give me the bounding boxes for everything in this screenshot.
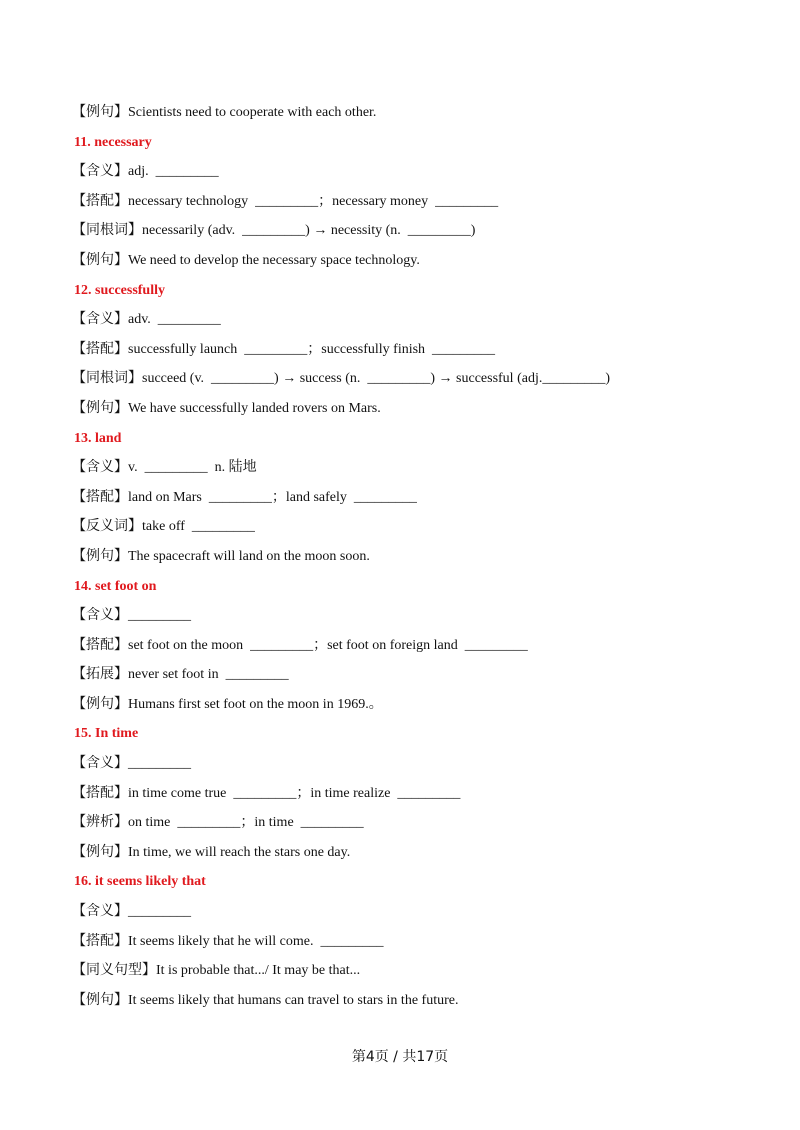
- entry-line: [74, 631, 754, 661]
- entry-line: [74, 364, 754, 394]
- entry-line: [74, 779, 754, 809]
- entry-line: [74, 986, 754, 1016]
- entry-tag: 【含义】: [72, 311, 128, 328]
- entry-text: v. _________ n. 陆地: [128, 460, 257, 476]
- entry-text: adj. _________: [128, 164, 219, 180]
- entry-tag: 【拓展】: [72, 666, 128, 683]
- entry-tag: 【例句】: [72, 695, 128, 712]
- entry-line: [74, 927, 754, 957]
- entry-tag: 【搭配】: [72, 932, 128, 949]
- entry-text: The spacecraft will land on the moon soon.: [128, 548, 370, 564]
- entry-line: [74, 157, 754, 187]
- vocab-heading: 11. necessary: [74, 134, 152, 150]
- vocab-heading: 13. land: [74, 430, 122, 446]
- entry-text: take off _________: [142, 519, 255, 535]
- entry-text: In time, we will reach the stars one day.: [128, 844, 351, 860]
- entry-text: Scientists need to cooperate with each other.: [128, 105, 377, 120]
- entry-text: never set foot in _________: [128, 667, 289, 683]
- entry-line: [74, 483, 754, 513]
- entry-text: _________: [128, 608, 191, 624]
- entry-tag: 【同义句型】: [72, 962, 156, 979]
- entry-line: [74, 187, 754, 217]
- entry-line: [74, 838, 754, 868]
- entry-tag: 【搭配】: [72, 784, 128, 801]
- entry-tag: 【搭配】: [72, 636, 128, 653]
- entry-text: It is probable that.../ It may be that...: [156, 963, 361, 979]
- entry-tag: 【含义】: [72, 459, 128, 476]
- vocab-heading: 15. In time: [74, 726, 139, 742]
- entry-tag: 【例句】: [72, 843, 128, 860]
- entry-text: necessary technology _________；necessary money _________: [128, 193, 499, 209]
- entry-line: [74, 394, 754, 424]
- entry-tag: 【例句】: [72, 399, 128, 416]
- entry-text: We need to develop the necessary space technology.: [128, 252, 420, 268]
- entry-text: _________: [128, 904, 191, 920]
- entry-line: [74, 956, 754, 986]
- entry-line: [74, 601, 754, 631]
- entry-text: successfully launch _________；successfully finish _________: [128, 341, 496, 357]
- entry-text: in time come true _________；in time realize _________: [128, 785, 461, 801]
- entry-line: [74, 98, 754, 128]
- entry-line: [74, 690, 754, 720]
- entry-tag: 【例句】: [72, 547, 128, 564]
- entry-text: adv. _________: [128, 312, 221, 328]
- entry-text: necessarily (adv. _________) → necessity (n. _________): [142, 223, 476, 239]
- entry-line: [74, 305, 754, 335]
- entry-text: set foot on the moon _________；set foot on foreign land _________: [128, 637, 528, 653]
- entry-line: [74, 542, 754, 572]
- entry-text: land on Mars _________；land safely _________: [128, 489, 417, 505]
- entry-text: on time _________；in time _________: [128, 815, 364, 831]
- vocab-heading: 12. successfully: [74, 282, 165, 298]
- entry-text: Humans first set foot on the moon in 1969.。: [128, 696, 383, 712]
- entry-tag: 【例句】: [72, 104, 128, 120]
- document-body: [74, 98, 754, 1015]
- entry-line: [74, 660, 754, 690]
- entry-tag: 【含义】: [72, 903, 128, 920]
- vocab-heading: 16. it seems likely that: [74, 874, 206, 890]
- entry-tag: 【同根词】: [72, 370, 142, 387]
- vocab-heading: 14. set foot on: [74, 578, 157, 594]
- entry-line: [74, 512, 754, 542]
- entry-line: [74, 246, 754, 276]
- page-number: 第4页 / 共17页: [351, 1049, 449, 1065]
- entry-line: [74, 216, 754, 246]
- entry-text: _________: [128, 756, 191, 772]
- entry-tag: 【含义】: [72, 755, 128, 772]
- entry-line: [74, 897, 754, 927]
- entry-text: It seems likely that humans can travel to stars in the future.: [128, 992, 459, 1008]
- entry-text: It seems likely that he will come. _________: [128, 933, 384, 949]
- entry-tag: 【例句】: [72, 251, 128, 268]
- entry-tag: 【同根词】: [72, 222, 142, 239]
- entry-tag: 【例句】: [72, 991, 128, 1008]
- entry-tag: 【反义词】: [72, 518, 142, 535]
- entry-tag: 【搭配】: [72, 488, 128, 505]
- entry-text: succeed (v. _________) → success (n. _________) → successful (adj._________): [142, 371, 610, 387]
- entry-tag: 【搭配】: [72, 340, 128, 357]
- entry-tag: 【辨析】: [72, 814, 128, 831]
- entry-tag: 【含义】: [72, 607, 128, 624]
- entry-line: [74, 335, 754, 365]
- entry-text: We have successfully landed rovers on Mars.: [128, 400, 381, 416]
- entry-line: [74, 453, 754, 483]
- entry-line: [74, 808, 754, 838]
- entry-line: [74, 749, 754, 779]
- entry-tag: 【含义】: [72, 163, 128, 180]
- entry-tag: 【搭配】: [72, 192, 128, 209]
